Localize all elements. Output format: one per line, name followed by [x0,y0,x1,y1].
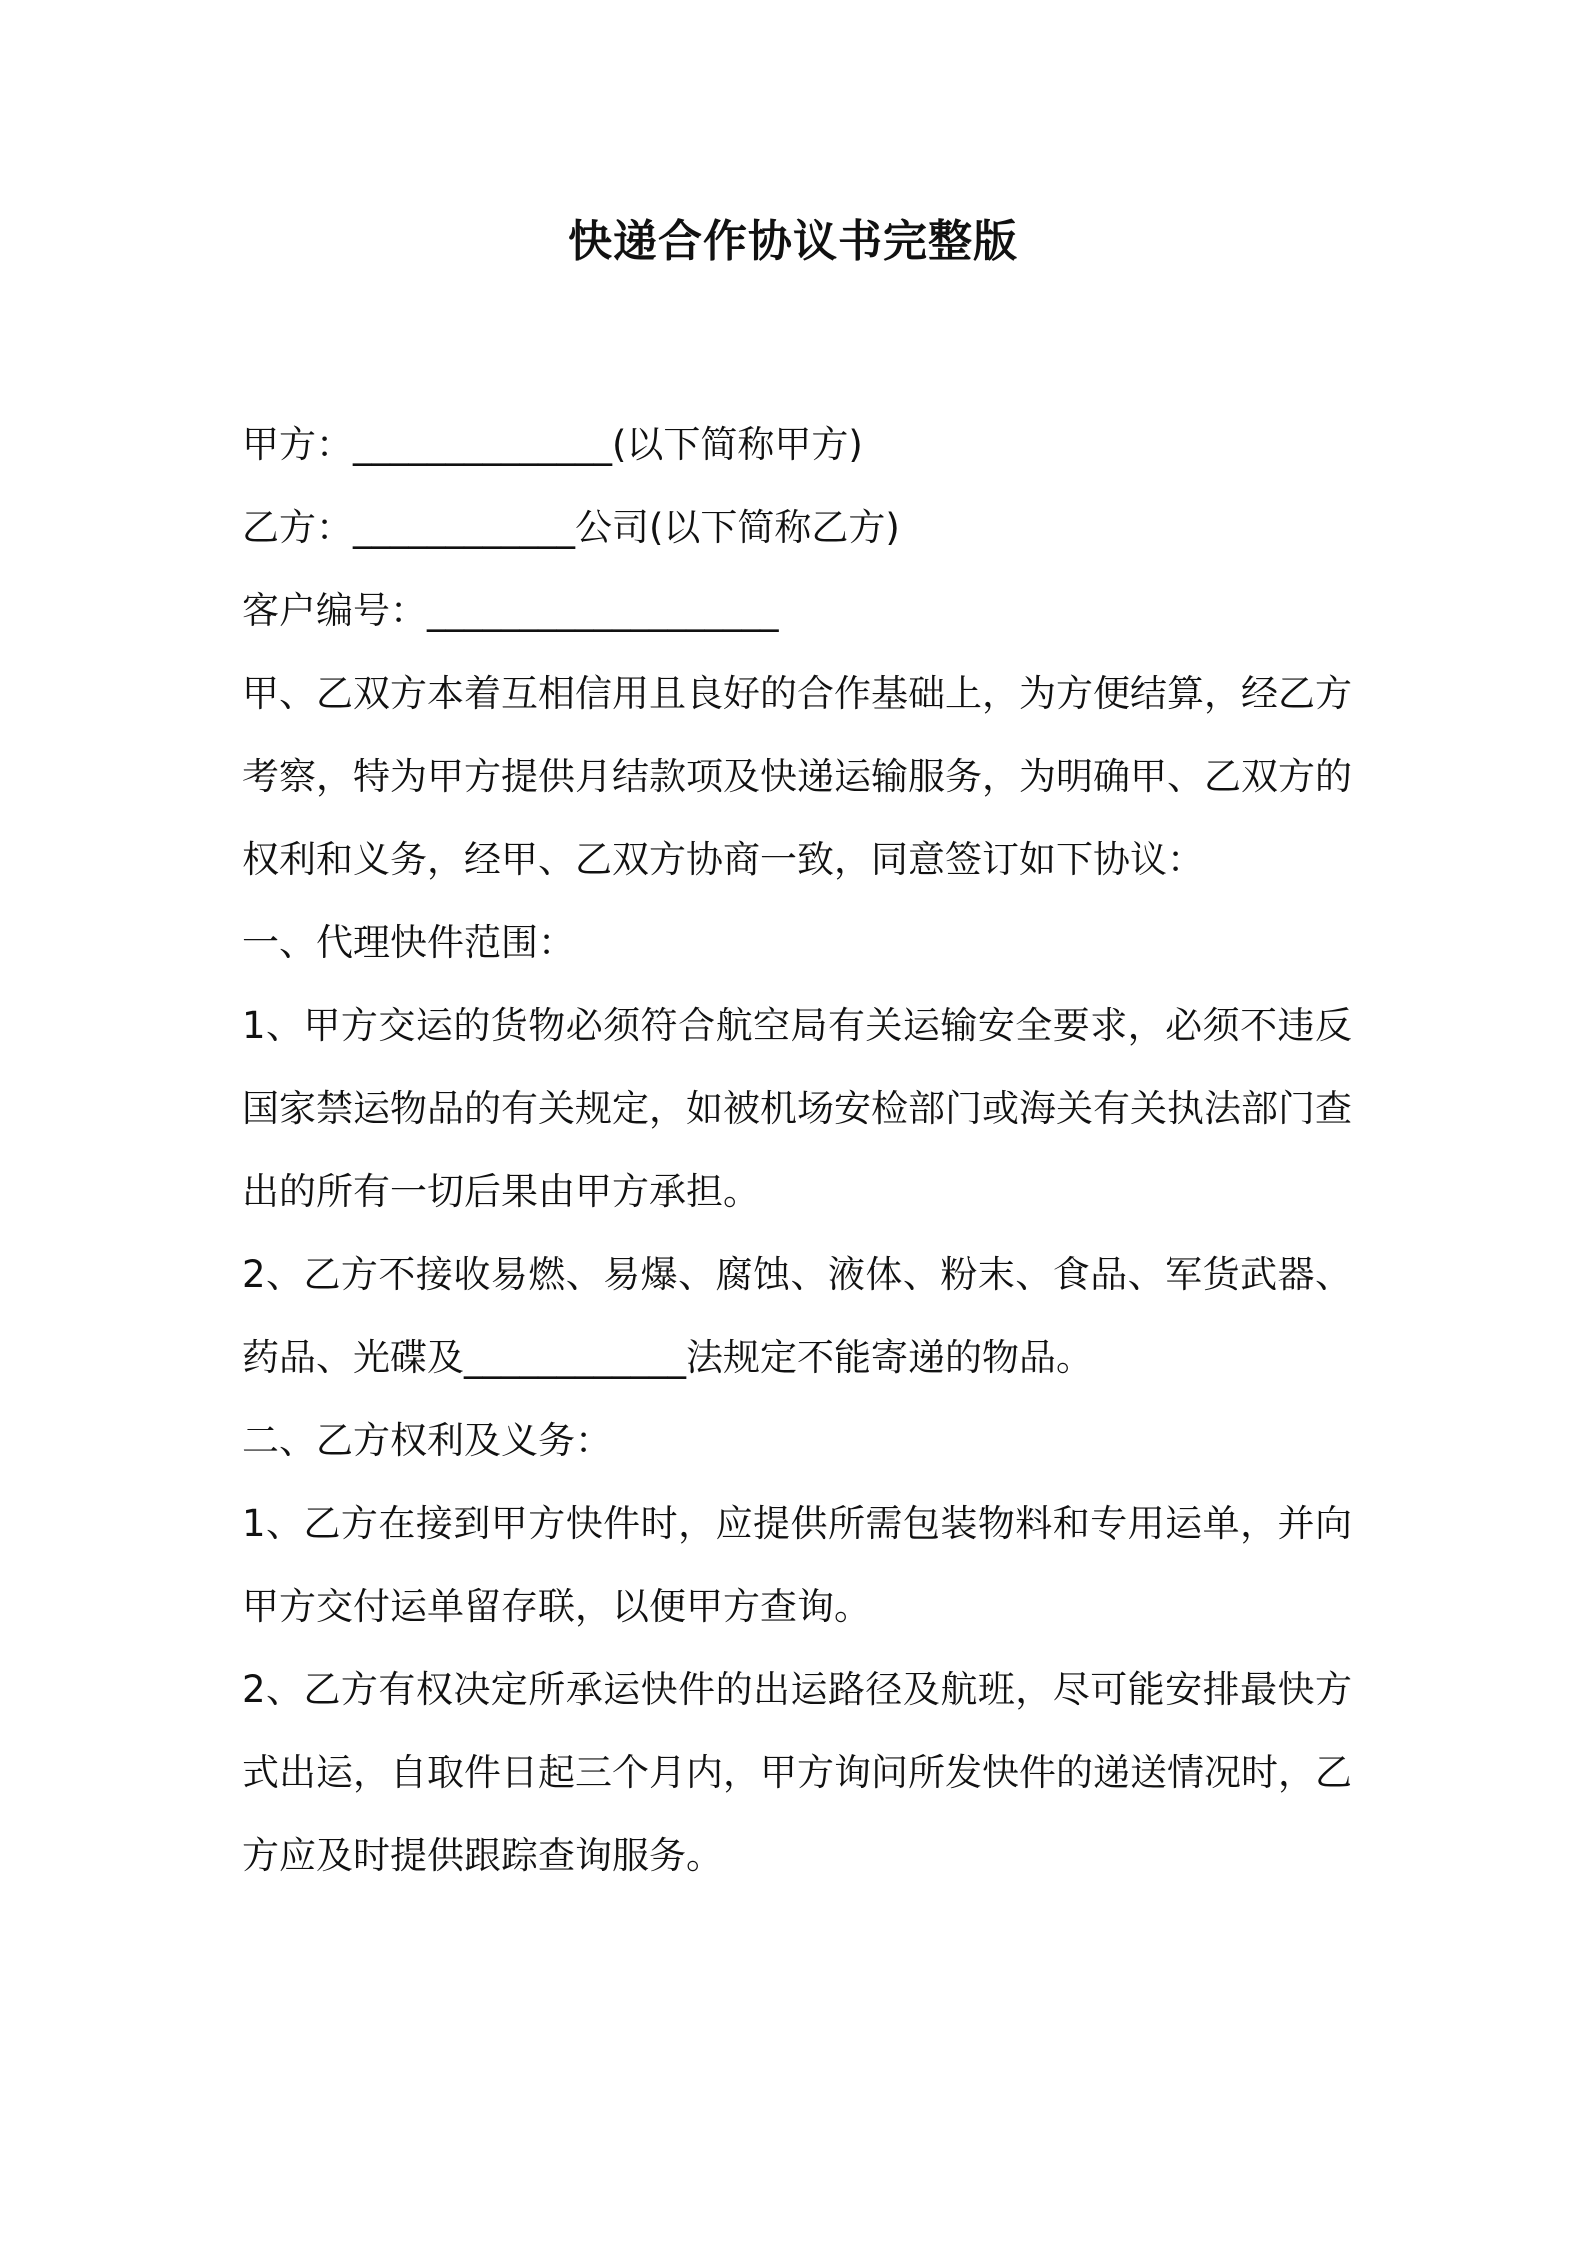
section-1-item-2: 2、乙方不接收易燃、易爆、腐蚀、液体、粉末、食品、军货武器、药品、光碟及____________法规定不能寄递的物品。 [242,1253,1352,1379]
document-title: 快递合作协议书完整版 [568,216,1018,267]
preamble-paragraph: 甲、乙双方本着互相信用且良好的合作基础上，为方便结算，经乙方考察，特为甲方提供月结款项及快递运输服务，为明确甲、乙双方的权利和义务，经甲、乙双方协商一致，同意签订如下协议： [242,672,1352,881]
section-1-heading: 一、代理快件范围： [242,921,575,964]
section-2-heading: 二、乙方权利及义务： [242,1419,612,1462]
document-body [242,403,1352,1897]
section-2-item-2: 2、乙方有权决定所承运快件的出运路径及航班，尽可能安排最快方式出运，自取件日起三个月内，甲方询问所发快件的递送情况时，乙方应及时提供跟踪查询服务。 [242,1668,1352,1877]
party-b-line: 乙方：____________公司(以下简称乙方) [242,506,900,549]
section-1-item-1: 1、甲方交运的货物必须符合航空局有关运输安全要求，必须不违反国家禁运物品的有关规定，如被机场安检部门或海关有关执法部门查出的所有一切后果由甲方承担。 [242,1004,1352,1213]
section-2-item-1: 1、乙方在接到甲方快件时，应提供所需包装物料和专用运单，并向甲方交付运单留存联，以便甲方查询。 [242,1502,1352,1628]
party-a-line: 甲方：______________(以下简称甲方) [242,423,863,466]
customer-number-line: 客户编号：___________________ [242,589,779,632]
